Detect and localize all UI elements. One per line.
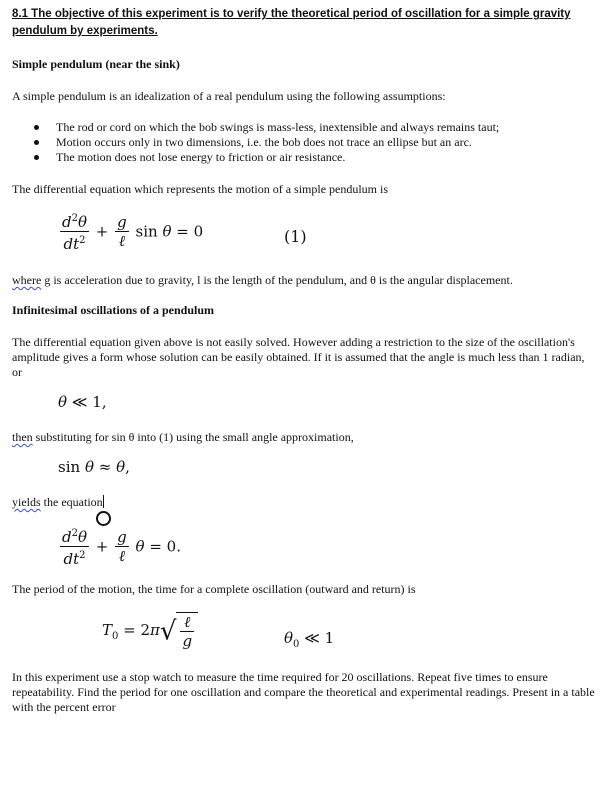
assumptions-list	[12, 120, 499, 165]
bullet-icon	[34, 140, 39, 145]
infinitesimal-paragraph: The differential equation given above is not easily solved. However adding a restriction to the size of the oscillation's amplitude gives a form whose solution can be easily obtained. If it is assumed that the angle is much less than 1 radian, or	[12, 335, 585, 379]
then-paragraph: then substituting for sin θ into (1) using the small angle approximation,	[12, 430, 354, 444]
text-cursor	[103, 495, 104, 508]
equation-1: $\frac{d^2\theta}{dt^2}$ + $\frac{g}{\text{ℓ}}$ sin θ = 0	[58, 210, 203, 253]
square-root: √ $\frac{\text{ℓ}}{g}$	[160, 612, 198, 650]
bullet-icon	[34, 125, 39, 130]
diffeq-paragraph: The differential equation which represents the motion of a simple pendulum is	[12, 182, 389, 196]
where-paragraph: where g is acceleration due to gravity, l is the length of the pendulum, and θ is the angular displacement.	[12, 273, 513, 287]
mouse-cursor-icon	[96, 511, 111, 526]
objective-title: 8.1 The objective of this experiment is to verify the theoretical period of oscillation for a simple gravity pendulum by experiments.	[12, 8, 571, 37]
linearized-equation: $\frac{d^2\theta}{dt^2}$ + $\frac{g}{\text{ℓ}}$ θ = 0.	[58, 525, 181, 568]
amplitude-condition: $\theta_0$ ≪ 1	[284, 629, 335, 650]
simple-pendulum-heading: Simple pendulum (near the sink)	[12, 57, 180, 71]
list-item: The motion does not lose energy to friction or air resistance.	[12, 150, 499, 165]
spellcheck-word[interactable]: then	[12, 430, 33, 444]
period-formula: $T_0 = 2\pi√$ $\frac{\text{ℓ}}{g}$	[102, 612, 198, 650]
list-item: Motion occurs only in two dimensions, i.e. the bob does not trace an ellipse but an arc.	[12, 135, 499, 150]
period-paragraph: The period of the motion, the time for a complete oscillation (outward and return) is	[12, 582, 416, 596]
infinitesimal-heading: Infinitesimal oscillations of a pendulum	[12, 303, 215, 317]
yields-paragraph: yields the equation	[12, 495, 103, 509]
experiment-instructions: In this experiment use a stop watch to measure the time required for 20 oscillations. Repeat five times to ensure repeatability. Find the period for one oscillation and compare the theoretical and experimental readings. Present in a table with the percent error	[12, 670, 595, 714]
equation-1-number: (1)	[284, 227, 307, 246]
spellcheck-word[interactable]: where	[12, 273, 42, 287]
intro-paragraph: A simple pendulum is an idealization of a real pendulum using the following assumptions:	[12, 89, 446, 103]
list-item: The rod or cord on which the bob swings is mass-less, inextensible and always remains taut;	[12, 120, 499, 135]
small-angle-approximation: sin θ ≈ θ,	[58, 458, 130, 476]
small-angle-condition: θ ≪ 1,	[58, 393, 107, 411]
bullet-icon	[34, 155, 39, 160]
spellcheck-word[interactable]: yields	[12, 495, 41, 509]
